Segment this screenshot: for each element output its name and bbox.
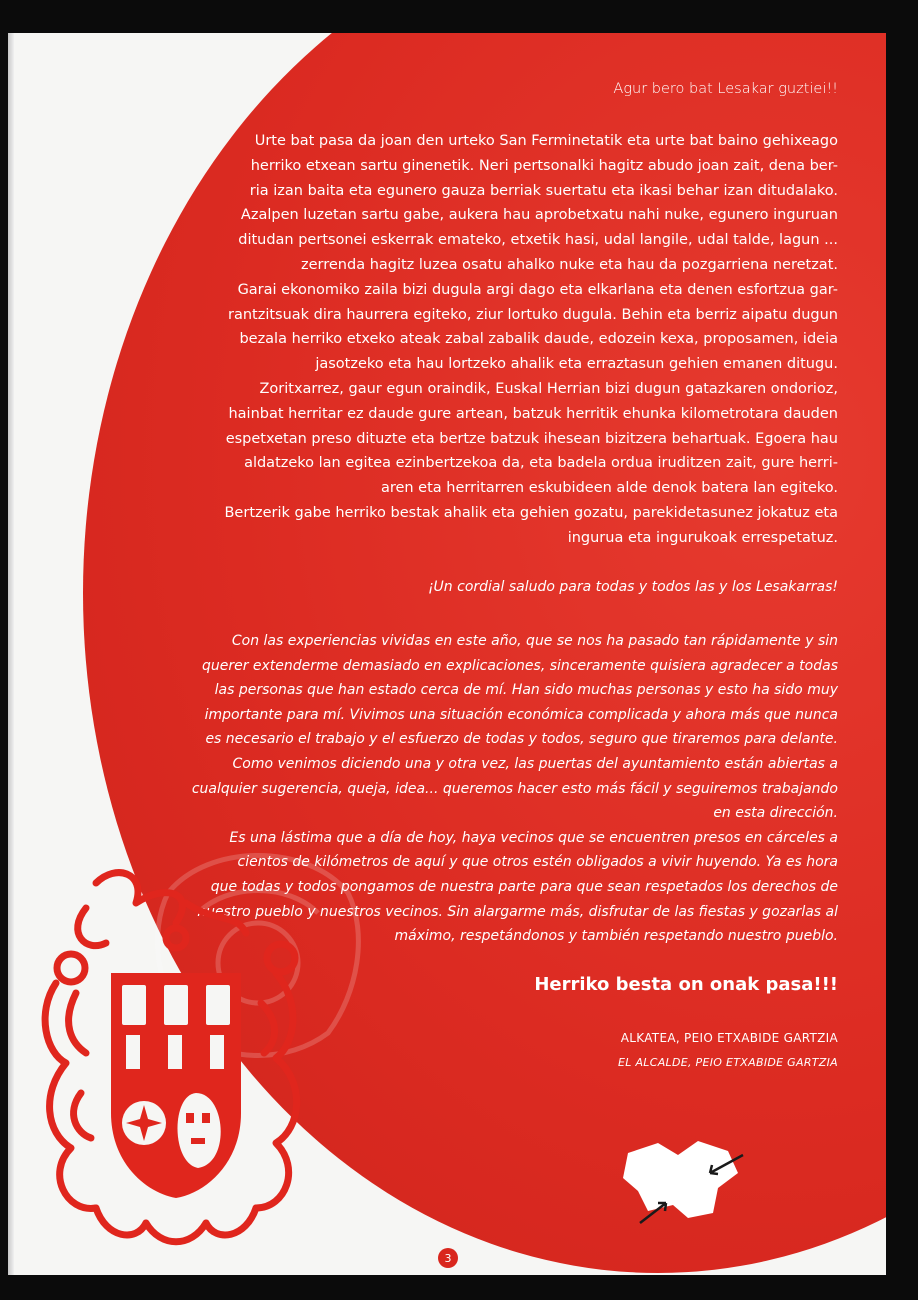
- basque-greeting: Agur bero bat Lesakar guztiei!!: [613, 81, 838, 97]
- signature-spanish: EL ALCALDE, PEIO ETXABIDE GARTZIA: [617, 1056, 838, 1069]
- page-number: 3: [438, 1248, 458, 1268]
- text-line: ria izan baita eta egunero gauza berriak suertatu eta ikasi behar izan ditudalako.: [249, 182, 838, 199]
- basque-country-map-icon: [618, 1133, 758, 1233]
- magazine-page: [8, 33, 886, 1275]
- text-line: ditudan pertsonei eskerrak emateko, etxetik hasi, udal langile, udal talde, lagun ...: [238, 232, 838, 249]
- text-line: aren eta herritarren eskubideen alde denok batera lan egiteko.: [380, 480, 838, 497]
- text-line: bezala herriko etxeko ateak zabal zabalik daude, edozein kexa, proposamen, ideia: [239, 331, 838, 348]
- coat-of-arms-icon: [26, 863, 326, 1263]
- text-line: herriko etxean sartu ginenetik. Neri pertsonalki hagitz abudo joan zait, dena ber-: [250, 157, 838, 174]
- text-line: Urte bat pasa da joan den urteko San Ferminetatik eta urte bat baino gehixeago: [254, 133, 838, 149]
- text-line: es necesario el trabajo y el esfuerzo de todas y todos, seguro que tiraremos para delante.: [205, 731, 838, 748]
- text-line: rantzitsuak dira haurrera egiteko, ziur lortuko dugula. Behin eta berriz aipatu dugun: [227, 306, 838, 323]
- signature-basque: ALKATEA, PEIO ETXABIDE GARTZIA: [620, 1031, 838, 1045]
- closing-line: Herriko besta on onak pasa!!!: [534, 974, 838, 995]
- text-line: ingurua eta ingurukoak errespetatuz.: [567, 529, 838, 546]
- text-line: que todas y todos pongamos de nuestra parte para que sean respetados los derechos de: [210, 878, 838, 895]
- spanish-greeting: ¡Un cordial saludo para todas y todos las y los Lesakarras!: [427, 579, 838, 595]
- text-line: importante para mí. Vivimos una situación económica complicada y ahora más que nunca: [204, 706, 838, 723]
- text-line: Bertzerik gabe herriko bestak ahalik eta gehien gozatu, parekidetasunez jokatuz eta: [224, 504, 838, 521]
- text-line: Es una lástima que a día de hoy, haya vecinos que se encuentren presos en cárceles a: [229, 829, 838, 846]
- text-line: zerrenda hagitz luzea osatu ahalko nuke eta hau da pozgarriena neretzat.: [301, 256, 838, 273]
- text-line: máximo, respetándonos y también respetando nuestro pueblo.: [394, 928, 838, 945]
- text-line: Con las experiencias vividas en este año, que se nos ha pasado tan rápidamente y sin: [231, 633, 838, 649]
- text-line: hainbat herritar ez daude gure artean, batzuk herritik ehunka kilometrotara dauden: [228, 405, 838, 422]
- text-line: las personas que han estado cerca de mí. Han sido muchas personas y esto ha sido muy: [214, 682, 838, 699]
- text-line: cualquier sugerencia, queja, idea... queremos hacer esto más fácil y seguiremos trabajando: [191, 780, 838, 797]
- page-spine: [8, 33, 14, 1275]
- text-line: Garai ekonomiko zaila bizi dugula argi dago eta elkarlana eta denen esfortzua gar-: [237, 281, 838, 298]
- text-line: cientos de kilómetros de aquí y que otros estén obligados a vivir huyendo. Ya es hora: [237, 854, 838, 871]
- text-line: aldatzeko lan egitea ezinbertzekoa da, eta badela ordua iruditzen zait, gure herri-: [244, 455, 838, 472]
- text-line: querer extenderme demasiado en explicaciones, sinceramente quisiera agradecer a todas: [201, 657, 838, 674]
- text-line: Azalpen luzetan sartu gabe, aukera hau aprobetxatu nahi nuke, egunero inguruan: [240, 207, 838, 224]
- text-line: Zoritxarrez, gaur egun oraindik, Euskal Herrian bizi dugun gatazkaren ondorioz,: [259, 380, 838, 397]
- text-line: nuestro pueblo y nuestros vecinos. Sin alargarme más, disfrutar de las fiestas y gozarlas al: [197, 903, 838, 920]
- text-line: espetxetan preso dituzte eta bertze batzuk ihesean bizitzera behartuak. Egoera hau: [225, 430, 838, 447]
- text-line: en esta dirección.: [713, 805, 838, 822]
- text-line: jasotzeko eta hau lortzeko ahalik eta erraztasun gehien emanen ditugu.: [315, 356, 838, 373]
- basque-letter-body: [158, 129, 838, 551]
- text-line: Como venimos diciendo una y otra vez, las puertas del ayuntamiento están abiertas a: [232, 755, 838, 772]
